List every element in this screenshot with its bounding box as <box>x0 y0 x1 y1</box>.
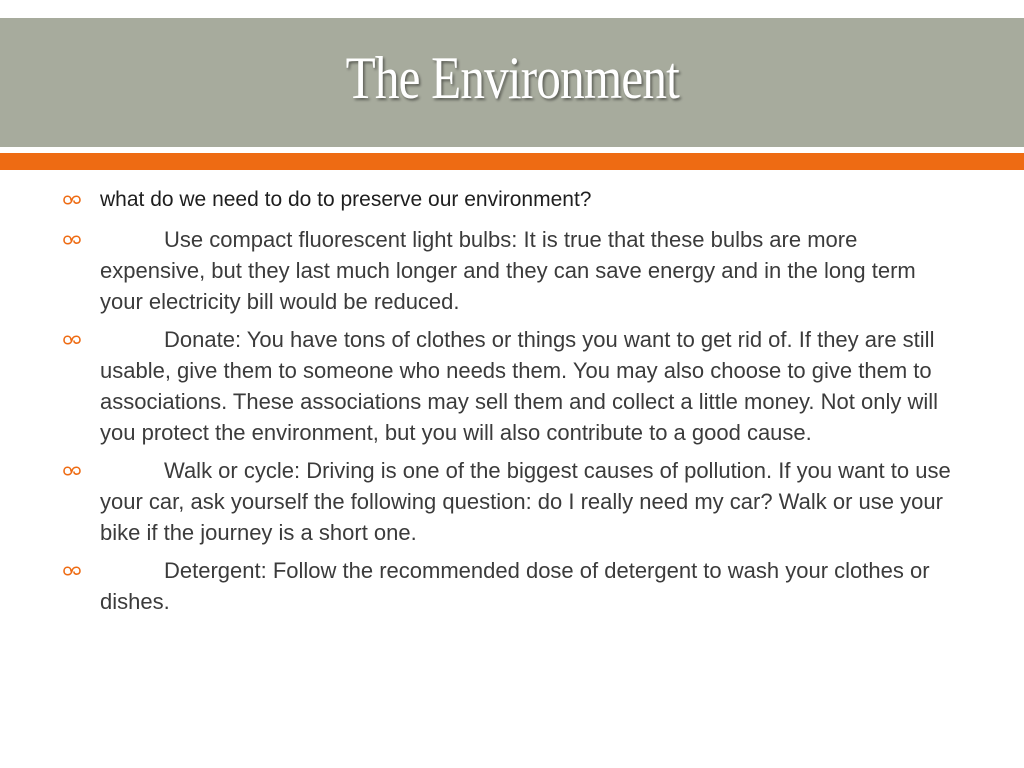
bullet-item-walk-cycle <box>0 455 1024 548</box>
swirl-bullet-icon <box>62 464 82 478</box>
bullet-text: what do we need to do to preserve our environment? <box>100 188 592 211</box>
swirl-bullet-icon <box>62 564 82 578</box>
bullet-item-question <box>0 184 1024 215</box>
bullet-text: Donate: You have tons of clothes or things you want to get rid of. If they are still usable, give them to someone who needs them. You may also choose to give them to associations. These associations may sell them and collect a little money. Not only will you protect the environment, but you will also contribute to a good cause. <box>100 327 939 445</box>
swirl-bullet-icon <box>62 193 82 207</box>
bullet-item-light-bulbs <box>0 224 1024 317</box>
bullet-item-donate <box>0 324 1024 448</box>
bullet-text: Use compact fluorescent light bulbs: It is true that these bulbs are more expensive, but they last much longer and they can save energy and in the long term your electricity bill would be reduced. <box>100 227 916 314</box>
swirl-bullet-icon <box>62 333 82 347</box>
bullet-list <box>0 184 1024 624</box>
bullet-text: Walk or cycle: Driving is one of the biggest causes of pollution. If you want to use your car, ask yourself the following question: do I really need my car? Walk or use your bike if the journey is a short one. <box>100 458 951 545</box>
swirl-bullet-icon <box>62 233 82 247</box>
accent-stripe <box>0 153 1024 170</box>
slide-title: The Environment <box>345 45 679 111</box>
title-band <box>0 18 1024 147</box>
bullet-text: Detergent: Follow the recommended dose of detergent to wash your clothes or dishes. <box>100 558 930 614</box>
bullet-item-detergent <box>0 555 1024 617</box>
